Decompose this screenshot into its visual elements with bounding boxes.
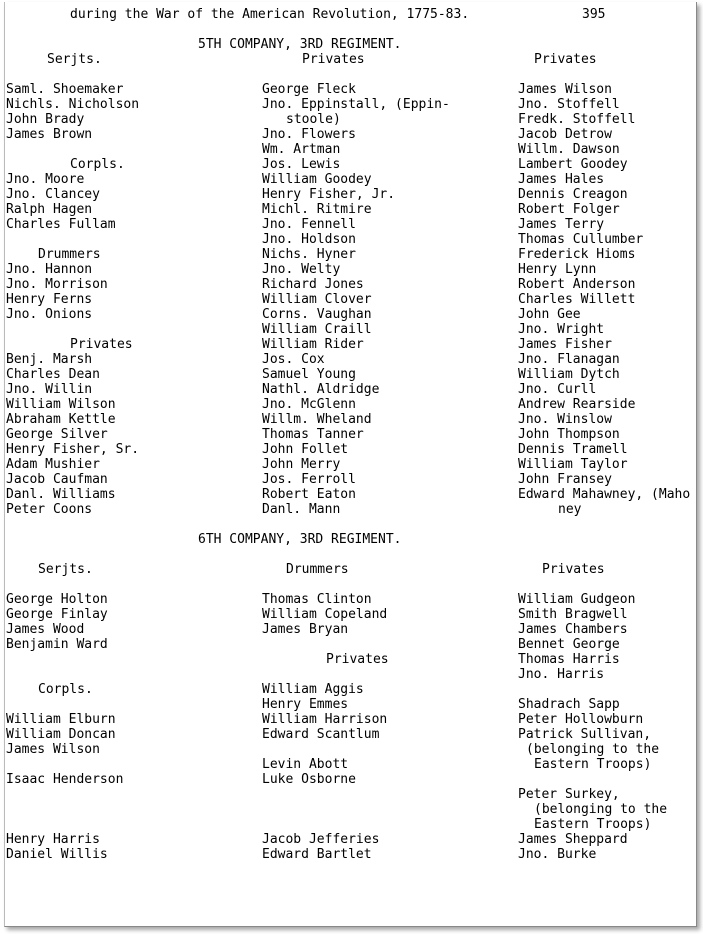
roster-name: Henry Fisher, Jr. [262, 187, 396, 202]
column-heading: Privates [326, 652, 389, 667]
roster-name: Jno. Fennell [262, 217, 356, 232]
roster-name: Dennis Tramell [518, 442, 628, 457]
roster-name: James Brown [6, 127, 93, 142]
roster-name: James Wilson [518, 82, 612, 97]
roster-name: William Dytch [518, 367, 620, 382]
roster-name: Willm. Dawson [518, 142, 620, 157]
column-heading: Privates [302, 52, 365, 67]
roster-name: Charles Willett [518, 292, 636, 307]
roster-name: Smith Bragwell [518, 607, 628, 622]
roster-name: Jos. Cox [262, 352, 325, 367]
column-heading: Privates [70, 337, 133, 352]
roster-name: Jno. Willin [6, 382, 93, 397]
roster-name: William Rider [262, 337, 364, 352]
roster-name: Jacob Caufman [6, 472, 108, 487]
roster-name: Danl. Mann [262, 502, 341, 517]
roster-name: Jno. Welty [262, 262, 341, 277]
roster-name: Jno. Clancey [6, 187, 100, 202]
column-heading: Drummers [38, 247, 101, 262]
roster-name: Frederick Hioms [518, 247, 636, 262]
roster-name: Jno. Curll [518, 382, 597, 397]
roster-name: James Bryan [262, 622, 349, 637]
column-heading: Drummers [286, 562, 349, 577]
roster-name: Nichs. Hyner [262, 247, 356, 262]
roster-name: Robert Anderson [518, 277, 636, 292]
roster-name: Jno. Winslow [518, 412, 612, 427]
roster-name: John Thompson [518, 427, 620, 442]
roster-name: John Gee [518, 307, 581, 322]
roster-name: Thomas Cullumber [518, 232, 644, 247]
company-6-heading: 6TH COMPANY, 3RD REGIMENT. [198, 532, 402, 547]
roster-name: James Chambers [518, 622, 628, 637]
roster-name: Levin Abott [262, 757, 349, 772]
roster-name: William Craill [262, 322, 372, 337]
roster-name: Henry Emmes [262, 697, 349, 712]
roster-name: Benjamin Ward [6, 637, 108, 652]
roster-name: Michl. Ritmire [262, 202, 372, 217]
roster-name: Wm. Artman [262, 142, 341, 157]
roster-name: George Silver [6, 427, 108, 442]
roster-name: Jno. Hannon [6, 262, 93, 277]
roster-name: Luke Osborne [262, 772, 356, 787]
roster-name: James Fisher [518, 337, 612, 352]
roster-name: George Fleck [262, 82, 356, 97]
roster-name: John Brady [6, 112, 85, 127]
roster-name: Peter Surkey, [518, 787, 620, 802]
roster-name: Jno. Harris [518, 667, 605, 682]
roster-name: George Finlay [6, 607, 108, 622]
roster-name: Jacob Detrow [518, 127, 612, 142]
roster-name: Robert Eaton [262, 487, 356, 502]
roster-name: William Gudgeon [518, 592, 636, 607]
roster-name: Edward Scantlum [262, 727, 380, 742]
roster-name: Samuel Young [262, 367, 356, 382]
roster-name: William Aggis [262, 682, 364, 697]
roster-name: Nichls. Nicholson [6, 97, 140, 112]
roster-name: Bennet George [518, 637, 620, 652]
roster-name: Peter Coons [6, 502, 93, 517]
roster-name: Adam Mushier [6, 457, 100, 472]
roster-name: Jno. Flowers [262, 127, 356, 142]
roster-name: Jno. Burke [518, 847, 597, 862]
roster-name: (belonging to the [534, 802, 668, 817]
roster-name: John Fransey [518, 472, 612, 487]
column-heading: Privates [542, 562, 605, 577]
roster-name: James Terry [518, 217, 605, 232]
roster-name: Saml. Shoemaker [6, 82, 124, 97]
roster-name: James Hales [518, 172, 605, 187]
roster-name: Thomas Harris [518, 652, 620, 667]
roster-name: Jno. Wright [518, 322, 605, 337]
roster-name: stoole) [286, 112, 341, 127]
roster-name: Henry Harris [6, 832, 100, 847]
roster-name: William Elburn [6, 712, 116, 727]
roster-name: Abraham Kettle [6, 412, 116, 427]
roster-name: Henry Ferns [6, 292, 93, 307]
roster-name: Jos. Ferroll [262, 472, 356, 487]
column-heading: Privates [534, 52, 597, 67]
roster-name: Daniel Willis [6, 847, 108, 862]
roster-name: Jno. McGlenn [262, 397, 356, 412]
roster-name: John Follet [262, 442, 349, 457]
roster-name: Peter Hollowburn [518, 712, 644, 727]
roster-name: Edward Mahawney, (Maho [518, 487, 691, 502]
roster-name: Henry Fisher, Sr. [6, 442, 140, 457]
roster-name: Jno. Eppinstall, (Eppin- [262, 97, 450, 112]
column-heading: Corpls. [38, 682, 93, 697]
page-header-title: during the War of the American Revolution, 1775-83. [70, 7, 470, 22]
roster-name: Jos. Lewis [262, 157, 341, 172]
roster-name: Jno. Morrison [6, 277, 108, 292]
roster-name: Patrick Sullivan, [518, 727, 652, 742]
document-page [4, 2, 697, 927]
column-heading: Serjts. [47, 52, 102, 67]
roster-name: Jno. Flanagan [518, 352, 620, 367]
roster-name: Jno. Holdson [262, 232, 356, 247]
roster-name: John Merry [262, 457, 341, 472]
roster-name: William Doncan [6, 727, 116, 742]
roster-name: William Taylor [518, 457, 628, 472]
roster-name: William Harrison [262, 712, 388, 727]
roster-name: Ralph Hagen [6, 202, 93, 217]
page-number: 395 [582, 7, 606, 22]
roster-name: Nathl. Aldridge [262, 382, 380, 397]
roster-name: Fredk. Stoffell [518, 112, 636, 127]
roster-name: Robert Folger [518, 202, 620, 217]
roster-name: Henry Lynn [518, 262, 597, 277]
roster-name: (belonging to the [526, 742, 660, 757]
roster-name: Richard Jones [262, 277, 364, 292]
roster-name: ney [558, 502, 582, 517]
roster-name: James Wood [6, 622, 85, 637]
roster-name: Edward Bartlet [262, 847, 372, 862]
roster-name: Thomas Tanner [262, 427, 364, 442]
roster-name: Eastern Troops) [534, 757, 652, 772]
roster-name: Benj. Marsh [6, 352, 93, 367]
roster-name: Eastern Troops) [534, 817, 652, 832]
roster-name: Shadrach Sapp [518, 697, 620, 712]
roster-name: Charles Fullam [6, 217, 116, 232]
roster-name: George Holton [6, 592, 108, 607]
column-heading: Serjts. [38, 562, 93, 577]
roster-name: Andrew Rearside [518, 397, 636, 412]
roster-name: Corns. Vaughan [262, 307, 372, 322]
roster-name: Willm. Wheland [262, 412, 372, 427]
roster-name: Danl. Williams [6, 487, 116, 502]
roster-name: Jno. Onions [6, 307, 93, 322]
roster-name: William Goodey [262, 172, 372, 187]
roster-name: James Wilson [6, 742, 100, 757]
roster-name: William Clover [262, 292, 372, 307]
roster-name: Jno. Stoffell [518, 97, 620, 112]
roster-name: Dennis Creagon [518, 187, 628, 202]
roster-name: William Copeland [262, 607, 388, 622]
roster-name: William Wilson [6, 397, 116, 412]
roster-name: James Sheppard [518, 832, 628, 847]
roster-name: Isaac Henderson [6, 772, 124, 787]
roster-name: Thomas Clinton [262, 592, 372, 607]
roster-name: Jno. Moore [6, 172, 85, 187]
company-5-heading: 5TH COMPANY, 3RD REGIMENT. [198, 37, 402, 52]
roster-name: Lambert Goodey [518, 157, 628, 172]
column-heading: Corpls. [70, 157, 125, 172]
roster-name: Charles Dean [6, 367, 100, 382]
roster-name: Jacob Jefferies [262, 832, 380, 847]
